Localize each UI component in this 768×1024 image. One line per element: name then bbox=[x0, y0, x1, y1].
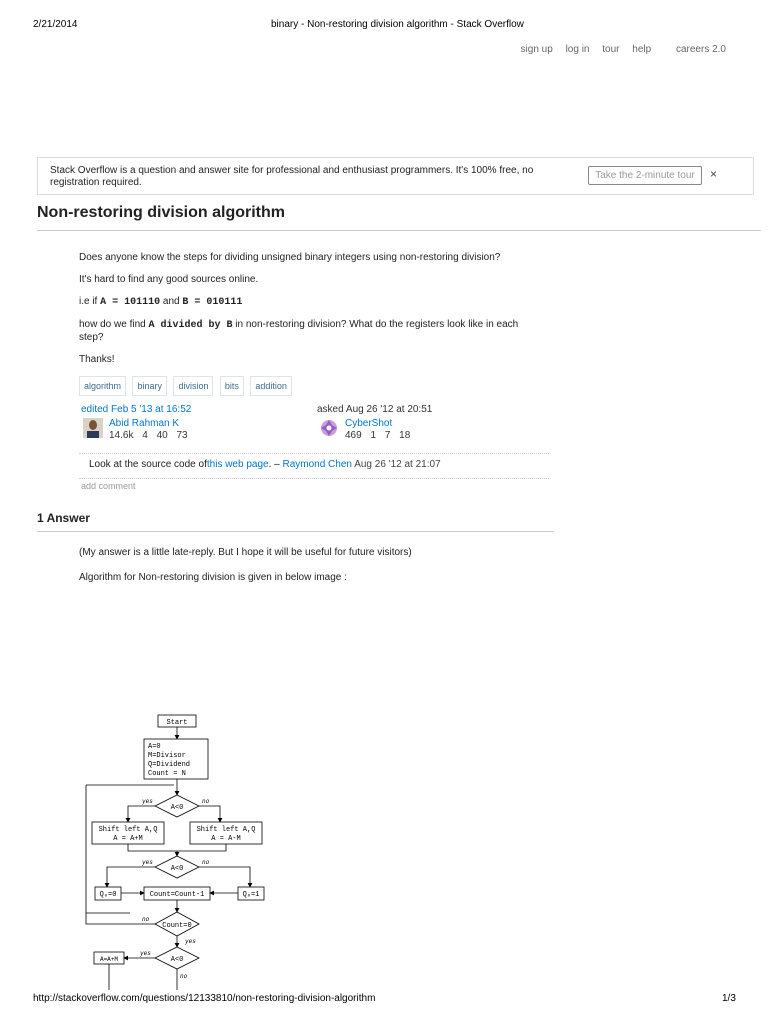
tag-division[interactable]: division bbox=[173, 376, 213, 396]
tag-list bbox=[79, 376, 294, 396]
fc-dec2: A<0 bbox=[170, 865, 184, 873]
tag-bits[interactable]: bits bbox=[220, 376, 244, 396]
print-page-number: 1/3 bbox=[722, 993, 736, 1004]
code-b: B = 010111 bbox=[182, 297, 243, 308]
asker-gold: 1 bbox=[370, 430, 377, 441]
comment-prefix: Look at the source code of bbox=[89, 459, 207, 470]
title-divider bbox=[37, 230, 761, 231]
asker-bronze: 18 bbox=[399, 430, 411, 441]
nav-sign-up[interactable]: sign up bbox=[520, 44, 553, 55]
banner-message: Stack Overflow is a question and answer site for professional and enthusiast programmers. It's 100% free, no registration required. bbox=[50, 165, 534, 188]
fc-yes-2: yes bbox=[142, 859, 153, 866]
asker-rep: 469 bbox=[345, 430, 362, 441]
p3-prefix: i.e if bbox=[79, 296, 98, 307]
nav-log-in[interactable]: log in bbox=[565, 44, 590, 55]
fc-init-2: Q=Dividend bbox=[148, 761, 191, 769]
comment-dash: . – bbox=[268, 459, 280, 470]
fc-no-2: no bbox=[202, 859, 210, 866]
editor-gold: 4 bbox=[142, 430, 148, 441]
fc-dec1: A<0 bbox=[170, 804, 184, 812]
comment-row bbox=[79, 453, 549, 479]
comment-user[interactable]: Raymond Chen bbox=[282, 459, 352, 470]
edited-link[interactable]: edited Feb 5 '13 at 16:52 bbox=[81, 404, 192, 415]
question-paragraph-4 bbox=[79, 319, 529, 344]
welcome-banner bbox=[37, 157, 754, 195]
fc-no-4: no bbox=[180, 973, 188, 980]
tag-algorithm[interactable]: algorithm bbox=[79, 376, 126, 396]
print-url: http://stackoverflow.com/questions/12133810/non-restoring-division-algorithm bbox=[33, 993, 376, 1004]
take-tour-button[interactable]: Take the 2-minute tour bbox=[588, 166, 702, 185]
nav-tour[interactable]: tour bbox=[602, 44, 620, 55]
editor-rep: 14.6k bbox=[109, 430, 134, 441]
fc-yes-3: yes bbox=[185, 938, 196, 945]
answers-heading: 1 Answer bbox=[37, 511, 90, 525]
fc-count: Count=Count-1 bbox=[149, 891, 205, 899]
fc-shift-no-0: Shift left A,Q bbox=[196, 826, 256, 834]
asked-label: asked Aug 26 '12 at 20:51 bbox=[317, 404, 433, 415]
fc-no-3: no bbox=[142, 916, 150, 923]
fc-init-0: A=0 bbox=[148, 743, 161, 751]
editor-reputation bbox=[109, 430, 188, 441]
editor-silver: 40 bbox=[156, 430, 168, 441]
fc-q0-one: Q₀=1 bbox=[242, 891, 260, 899]
asker-name[interactable]: CyberShot bbox=[345, 418, 393, 429]
fc-yes-4: yes bbox=[140, 950, 151, 957]
fc-yes-1: yes bbox=[142, 798, 153, 805]
comment-time: Aug 26 '12 at 21:07 bbox=[354, 459, 441, 470]
answer-paragraph-2: Algorithm for Non-restoring division is given in below image : bbox=[79, 572, 347, 583]
fc-init-3: Count = N bbox=[148, 770, 186, 778]
question-paragraph-5: Thanks! bbox=[79, 354, 115, 365]
fc-init-1: M=Divisor bbox=[148, 752, 186, 760]
tag-addition[interactable]: addition bbox=[250, 376, 292, 396]
p3-and: and bbox=[162, 296, 180, 307]
asker-silver: 7 bbox=[384, 430, 391, 441]
question-paragraph-2: It's hard to find any good sources online. bbox=[79, 274, 259, 285]
fc-start: Start bbox=[166, 719, 188, 727]
top-nav bbox=[511, 44, 726, 55]
question-paragraph-1: Does anyone know the steps for dividing unsigned binary integers using non-restoring division? bbox=[79, 252, 501, 263]
answers-divider bbox=[37, 531, 554, 532]
editor-name[interactable]: Abid Rahman K bbox=[109, 418, 180, 429]
p4-prefix: how do we find bbox=[79, 319, 146, 330]
p4-suffix: in non-restoring division? What do the registers look like in each step? bbox=[79, 319, 519, 343]
answer-paragraph-1: (My answer is a little late-reply. But I hope it will be useful for future visitors) bbox=[79, 547, 412, 558]
avatar[interactable] bbox=[83, 418, 103, 438]
code-a: A = 101110 bbox=[100, 297, 161, 308]
comment-link[interactable]: this web page bbox=[206, 459, 269, 470]
fc-q0-zero: Q₀=0 bbox=[99, 891, 117, 899]
close-icon[interactable]: × bbox=[710, 167, 718, 181]
fc-shift-yes-0: Shift left A,Q bbox=[98, 826, 158, 834]
fc-restore: A=A+M bbox=[99, 956, 119, 963]
flowchart-image bbox=[80, 705, 310, 995]
nav-careers[interactable]: careers 2.0 bbox=[675, 44, 726, 55]
editor-bronze: 73 bbox=[176, 430, 188, 441]
nav-help[interactable]: help bbox=[632, 44, 652, 55]
fc-shift-no-1: A = A-M bbox=[211, 835, 241, 843]
fc-dec4: A<0 bbox=[170, 956, 184, 964]
add-comment-link[interactable]: add comment bbox=[81, 481, 136, 491]
identicon-avatar[interactable] bbox=[319, 418, 339, 438]
question-title[interactable]: Non-restoring division algorithm bbox=[37, 204, 286, 221]
print-page-title: binary - Non-restoring division algorithm - Stack Overflow bbox=[271, 19, 524, 30]
code-divide: A divided by B bbox=[148, 320, 233, 331]
tag-binary[interactable]: binary bbox=[132, 376, 167, 396]
print-date: 2/21/2014 bbox=[33, 19, 78, 30]
asker-reputation bbox=[345, 430, 410, 441]
fc-dec3: Count=0 bbox=[162, 922, 192, 930]
fc-no-1: no bbox=[202, 798, 210, 805]
question-paragraph-3 bbox=[79, 296, 242, 308]
fc-shift-yes-1: A = A+M bbox=[113, 835, 143, 843]
